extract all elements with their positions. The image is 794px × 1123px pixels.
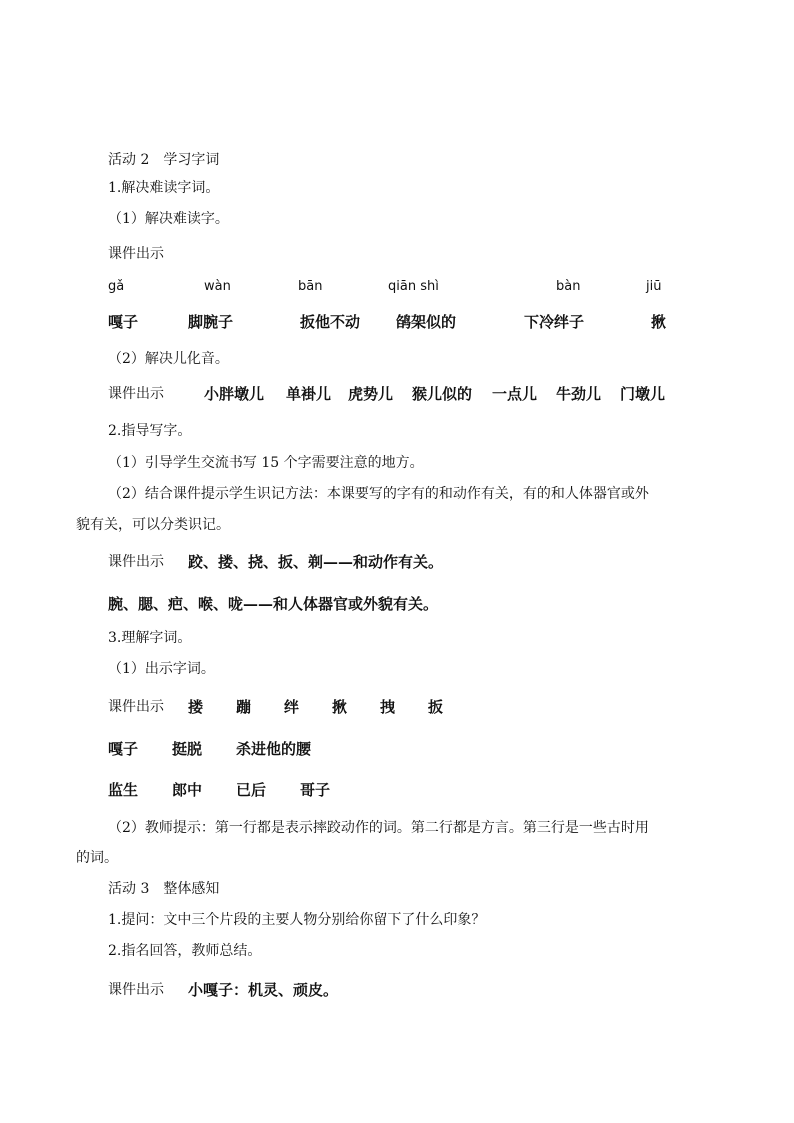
row-c-word-1: 监生 (108, 781, 139, 799)
row-a-char-2: 蹦 (236, 698, 252, 716)
row-a-char-1: 搂 (188, 698, 204, 716)
activity3-answer-row (108, 980, 728, 1002)
kejian-label-3: 课件出示 (108, 554, 164, 570)
word-bantabudong: 扳他不动 (300, 313, 361, 331)
section2-sub2-line1: （2）结合课件提示学生识记方法：本课要写的字有的和动作有关，有的和人体器官或外 (108, 486, 649, 502)
section3-sub2-line2: 的词。 (76, 850, 118, 866)
activity2-heading: 活动 2 学习字词 (108, 152, 220, 168)
pinyin-row (108, 277, 728, 297)
row-c-word-4: 哥子 (300, 781, 331, 799)
row-c-word-2: 郎中 (172, 781, 203, 799)
activity3-question1: 1.提问：文中三个片段的主要人物分别给你留下了什么印象？ (108, 912, 486, 928)
section3-title: 3.理解字词。 (108, 630, 192, 646)
row-b-word-3: 杀进他的腰 (236, 740, 312, 758)
section1-sub1: （1）解决难读字。 (108, 211, 229, 227)
action-chars: 跤、搂、挠、扳、剃——和动作有关。 (188, 553, 444, 571)
erhua-word-4: 猴儿似的 (412, 385, 473, 403)
section1-title: 1.解决难读字词。 (108, 180, 220, 196)
erhua-word-5: 一点儿 (492, 385, 538, 403)
erhua-row (108, 384, 728, 406)
erhua-word-3: 虎势儿 (348, 385, 394, 403)
kejian-label-2: 课件出示 (108, 386, 164, 402)
row-c (108, 780, 728, 802)
pinyin-wan: wàn (204, 279, 231, 294)
row-b (108, 739, 728, 761)
row-a-char-5: 拽 (380, 698, 396, 716)
row-a-char-4: 揪 (332, 698, 348, 716)
pinyin-qianshi: qiān shì (388, 279, 439, 294)
word-qianjiaside: 鹐架似的 (396, 313, 457, 331)
section2-sub2-line2: 貌有关，可以分类识记。 (76, 517, 230, 533)
section2-title: 2.指导写字。 (108, 423, 192, 439)
activity3-heading: 活动 3 整体感知 (108, 881, 220, 897)
action-chars-row (108, 552, 728, 574)
section3-sub1: （1）出示字词。 (108, 661, 215, 677)
pinyin-ban1: bān (298, 279, 323, 294)
section2-sub1: （1）引导学生交流书写 15 个字需要注意的地方。 (108, 455, 424, 471)
activity3-question2: 2.指名回答，教师总结。 (108, 943, 262, 959)
section1-sub2: （2）解决儿化音。 (108, 351, 229, 367)
erhua-word-2: 单褂儿 (286, 385, 332, 403)
kejian-label-1: 课件出示 (108, 246, 164, 262)
word-jiaowanzi: 脚腕子 (188, 313, 234, 331)
word-xialengbanzi: 下冷绊子 (524, 313, 585, 331)
pinyin-ban2: bàn (556, 279, 581, 294)
erhua-word-6: 牛劲儿 (556, 385, 602, 403)
kejian-label-4: 课件出示 (108, 699, 164, 715)
row-c-word-3: 已后 (236, 781, 267, 799)
row-a-char-3: 绊 (284, 698, 300, 716)
activity3-answer: 小嘎子：机灵、顽皮。 (188, 981, 339, 999)
row-a-char-6: 扳 (428, 698, 444, 716)
word-jiu: 揪 (651, 313, 667, 331)
pinyin-jiu: jiū (646, 279, 662, 294)
difficult-words-row (108, 312, 728, 334)
erhua-word-7: 门墩儿 (620, 385, 666, 403)
erhua-word-1: 小胖墩儿 (204, 385, 265, 403)
row-b-word-1: 嘎子 (108, 740, 139, 758)
row-b-word-2: 挺脱 (172, 740, 203, 758)
section3-sub2-line1: （2）教师提示：第一行都是表示摔跤动作的词。第二行都是方言。第三行是一些古时用 (108, 820, 649, 836)
word-gazi: 嘎子 (108, 313, 139, 331)
pinyin-ga: gǎ (108, 279, 125, 294)
body-chars: 腕、腮、疤、喉、咙——和人体器官或外貌有关。 (108, 595, 439, 613)
kejian-label-5: 课件出示 (108, 982, 164, 998)
row-a (108, 697, 728, 719)
